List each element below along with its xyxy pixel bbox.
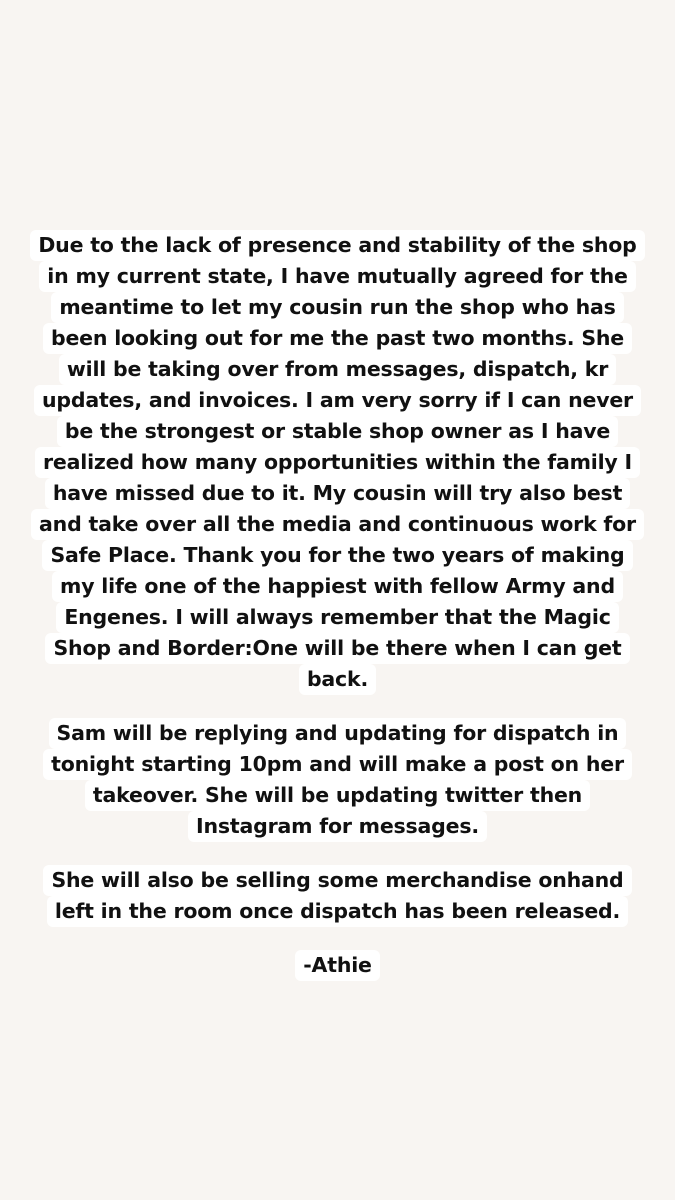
text-line: been looking out for me the past two months. She (43, 323, 632, 354)
text-line: Due to the lack of presence and stability of the shop (30, 230, 644, 261)
text-line: takeover. She will be updating twitter then (85, 780, 590, 811)
merchandise-paragraph (0, 865, 675, 927)
text-line: have missed due to it. My cousin will try also best (45, 478, 630, 509)
text-line: meantime to let my cousin run the shop who has (51, 292, 623, 323)
text-line: my life one of the happiest with fellow Army and (52, 571, 623, 602)
text-line: and take over all the media and continuous work for (31, 509, 644, 540)
text-line: will be taking over from messages, dispatch, kr (59, 354, 616, 385)
text-line: realized how many opportunities within the family I (35, 447, 640, 478)
text-line: Instagram for messages. (188, 811, 487, 842)
announcement-paragraph (0, 230, 675, 695)
text-line: She will also be selling some merchandise onhand (43, 865, 631, 896)
takeover-paragraph (0, 718, 675, 842)
signature-paragraph (0, 950, 675, 981)
text-line: Safe Place. Thank you for the two years of making (42, 540, 632, 571)
text-line: left in the room once dispatch has been released. (47, 896, 628, 927)
text-line: be the strongest or stable shop owner as I have (57, 416, 618, 447)
text-line: Sam will be replying and updating for dispatch in (49, 718, 627, 749)
text-line: updates, and invoices. I am very sorry if I can never (34, 385, 641, 416)
text-line: back. (299, 664, 376, 695)
text-line: Shop and Border:One will be there when I can get (45, 633, 629, 664)
text-line: in my current state, I have mutually agreed for the (39, 261, 635, 292)
story-text-block (0, 230, 675, 1004)
text-line: tonight starting 10pm and will make a post on her (43, 749, 632, 780)
text-line: Engenes. I will always remember that the Magic (56, 602, 618, 633)
signature-text: -Athie (295, 950, 380, 981)
